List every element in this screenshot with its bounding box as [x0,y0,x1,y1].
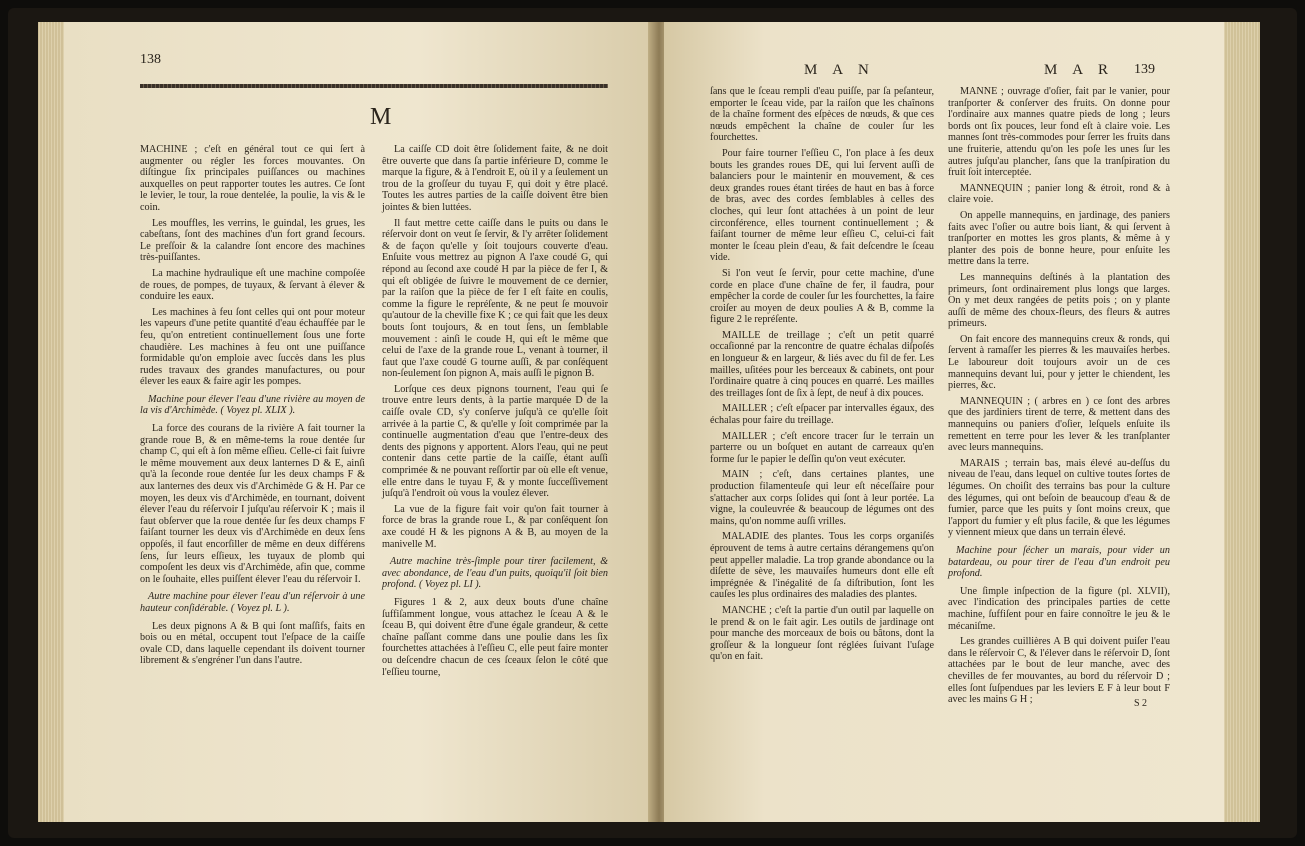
paragraph: ſans que le ſceau rempli d'eau puiſſe, par ſa peſanteur, emporter le ſceau vide, par la raiſon que les chaînons de la chaîne forment des eſpèces de nœuds, & que ces nœuds empêchent la chaîne de couler ſur les fourchettes. [710,86,934,144]
entry-manne: MANNE ; ouvrage d'oſier, fait par le vanier, pour tranſporter & conſerver des fruits. On donne pour l'ordinaire aux mannes quatre pieds de long ; leurs bords ont ſix pouces, leur fond eſt à claire voie. Les mannes ſont très-commodes pour ſerrer les fruits dans une fruiterie, attendu qu'on les poſe les unes ſur les autres juſqu'au plancher, ſans que la tranſpiration du fruit ſoit interceptée. [948,86,1170,179]
page-edges-right [1224,22,1260,822]
entry-mailler-2: MAILLER ; c'eſt encore tracer ſur le terrain un parterre ou un boſquet en autant de carreaux qu'en forme ſur le papier le deſſin qu'on veut exécuter. [710,430,934,465]
entry-manche: MANCHE ; c'eſt la partie d'un outil par laquelle on le prend & on le fait agir. Les outils de jardinage ont pour manche des morceaux de bois ou bâtons, dont la groſſeur & la longueur ſont réglées ſuivant l'uſage qu'on en fait. [710,604,934,663]
paragraph: Une ſimple inſpection de la figure (pl. XLVII), avec l'indication des principales parties de cette machine, ſuffiſent pour en faire connoître le jeu & le mécaniſme. [948,585,1170,632]
subheading: Autre machine pour élever l'eau d'un réſervoir à une hauteur conſidérable. ( Voyez pl. L ). [140,591,365,614]
paragraph: Il faut mettre cette caiſſe dans le puits ou dans le réſervoir dont on veut ſe ſervir, & l'y arrêter ſolidement & de façon qu'elle y ſoit toujours couverte d'eau. Enſuite vous mettrez au pignon A l'axe coudé G, qui répond au ſecond axe coudé H par la pièce de fer I, & qui eſt obligée de ſuivre le mouvement de ce dernier, par la raiſon que la pièce de fer I eſt faite en coulis, comme la figure le repréſente, & ne peut ſe mouvoir qu'autour de la cheville fixe K ; ce qui fait que les deux bouts ſont toujours, & en tout ſens, un ſemblable mouvement : ainſi le coude H, qui eſt le même que celui de l'axe de la grande roue L, venant à tourner, il faut que l'axe coudé G tourne auſſi, & par conſéquent non-ſeulement ſon pignon A, mais auſſi le pignon B. [382,217,608,380]
entry-mannequin: MANNEQUIN ; panier long & étroit, rond & à claire voie. [948,182,1170,206]
paragraph: On fait encore des mannequins creux & ronds, qui ſervent à ramaſſer les pierres & les mauvaiſes herbes. Le laboureur doit toujours avoir un de ces mannequins devant lui, pour y jetter le chiendent, les pierres, &c. [948,333,1170,392]
paragraph: Si l'on veut ſe ſervir, pour cette machine, d'une corde en place d'une chaîne de fer, il faudra, pour empêcher la corde de couler ſur les fourchettes, la faire croiſer au moyen de deux poulies A & B, comme la figure 2 le repréſente. [710,267,935,326]
paragraph: Figures 1 & 2, aux deux bouts d'une chaîne ſuffiſamment longue, vous attachez le ſceau A & le ſceau B, qui doivent être d'une égale grandeur, & cette chaîne paſſant comme dans une poulie dans les ſix fourchettes attachées à l'eſſieu C, elle peut faire monter ou deſcendre chacun de ces ſceaux ſelon le côté que l'eſſieu tourne, [382,596,608,678]
paragraph: Les machines à feu ſont celles qui ont pour moteur les vapeurs d'une petite quantité d'eau échauffée par le feu, qu'on entretient continuellement ſous une forte chaudière. Les machines à feu ont une puiſſance formidable qu'on emploie avec ſuccès dans les plus rudes travaux des grandes manufactures, ou pour élever les eaux & faire agir les pompes. [140,306,365,388]
entry-maladie: MALADIE des plantes. Tous les corps organiſés éprouvent de tems à autre certains dérangemens qu'on peut appeller maladie. La trop grande abondance ou la diſette de sève, les mauvaiſes humeurs dont elle eſt imprégnée & l'inégalité de ſa diſtribution, ſont les cauſes les plus ordinaires des maladies des plantes. [710,531,934,601]
paragraph: Les grandes cuillières A B qui doivent puiſer l'eau dans le réſervoir C, & l'élever dans le réſervoir D, ſont attachées par le bout de leur manche, avec des chevilles de fer mouvantes, au bord du réſervoir D ; elles ſont ſuſpendues par les leviers E F à leur bout F avec les mains G H ; [948,636,1170,706]
paragraph: La vue de la figure fait voir qu'on fait tourner à force de bras la grande roue L, & par conſéquent ſon axe coudé H & les pignons A & B, au moyen de la manivelle M. [382,503,608,550]
entry-main: MAIN ; c'eſt, dans certaines plantes, une production filamenteuſe qui leur eſt néceſſaire pour s'attacher aux corps ſolides qui ſont à leur portée. La vigne, la couleuvrée & beaucoup de légumes ont des mains, qu'on nomme auſſi vrilles. [710,469,934,527]
page-edges-left [38,22,64,822]
running-head-right: M A R [1044,62,1115,78]
subheading: Autre machine très-ſimple pour tirer facilement, & avec abondance, de l'eau d'un puits, quoiqu'il ſoit bien profond. ( Voyez pl. LI ). [382,556,608,591]
paragraph: Les mannequins deſtinés à la plantation des primeurs, ſont ordinairement plus longs que larges. On y met deux rangées de petits pois ; on y plante auſſi de même des choux-fleurs, des fleurs & autres primeurs. [948,271,1170,330]
entry-mailler: MAILLER ; c'eſt eſpacer par intervalles égaux, des échalas pour faire du treillage. [710,403,934,427]
subheading: Machine pour élever l'eau d'une rivière au moyen de la vis d'Archimède. ( Voyez pl. XLIX ). [140,393,365,417]
left-column-1 [140,144,365,671]
paragraph: Lorſque ces deux pignons tournent, l'eau qui ſe trouve entre leurs dents, à la partie marquée D de la caiſſe ovale CD, s'y conſerve juſqu'à ce qu'elle ſoit arrivée à la partie C, & qu'elle y ſoit comprimée par la continuelle augmentation d'eau que l'entre-deux des dents des pignons y apportent. Alors l'eau, qui ne peut contenir dans cette partie de la caiſſe, étant auſſi comprimée & ne pouvant reſſortir par où elle eſt venue, elle entre dans le tuyau F, & y monte ſucceſſivement juſqu'à l'endroit où vous la voulez élever. [382,383,608,500]
paragraph: On appelle mannequins, en jardinage, des paniers faits avec l'oſier ou autre bois liant, & qui ſervent à tranſporter en mottes les gros plants, & même à y planter des pois de bonne heure, pour enſuite les mettre dans la terre. [948,209,1170,268]
paragraph: Pour faire tourner l'eſſieu C, l'on place à ſes deux bouts les grandes roues DE, qui lui ſervent auſſi de balanciers pour le maintenir en mouvement, & ces deux grandes roues étant tirées de haut en bas à force de bras, avec des cordes ſemblables à celles des cloches, qui leur ſont attachées à un point de leur circonférence, elles tournent continuellement ; & faiſant tourner de même leur eſſieu C, celui-ci fait monter le ſceau plein d'eau, & fait deſcendre le ſceau vide. [710,147,934,264]
left-column-2 [382,144,608,682]
section-letter: M [370,104,392,130]
running-head-left: M A N [804,62,875,78]
left-page [64,22,654,822]
right-column-2 [948,86,1170,710]
right-column-1 [710,86,934,667]
subheading: Machine pour ſécher un marais, pour vider un batardeau, ou pour tirer de l'eau d'un endroit peu profond. [948,544,1170,580]
page-number: 138 [140,52,161,67]
entry-marais: MARAIS ; terrain bas, mais élevé au-deſſus du niveau de l'eau, dans lequel on cultive toutes ſortes de légumes. On choiſit des terrains bas pour la culture des légumes, qui ont beſoin de beaucoup d'eau & de fumier, parce que les puits y ſont moins creux, que l'apport du fumier y eſt plus facile, & que les légumes y viennent mieux que dans un terrain élevé. [948,457,1170,539]
entry-machine: MACHINE ; c'eſt en général tout ce qui ſert à augmenter ou régler les forces mouvantes. On diſtingue ſix principales puiſſances ou machines auxquelles on peut rapporter toutes les autres. Ce ſont le levier, le tour, la roue dentelée, la poulie, la vis & le coin. [140,144,365,213]
entry-maille: MAILLE de treillage ; c'eſt un petit quarré occaſionné par la rencontre de quatre échalas diſpoſés en longueur & en largeur, & liés avec du fil de fer. Les mailles, uſitées pour les berceaux & cabinets, ont pour l'ordinaire quatre à cinq pouces en quarré. Les mailles des treillages ſont de ſix à ſept, de neuf à dix pouces. [710,329,934,399]
paragraph: La caiſſe CD doit être ſolidement faite, & ne doit être ouverte que dans ſa partie inférieure D, comme le marque la figure, & à l'endroit E, où il y a ſeulement un trou de la groſſeur du tuyau F, qui doit y être placé. Toutes les autres parties de la caiſſe doivent être bien jointes & bien luttées. [382,144,608,213]
header-rule [140,84,608,88]
paragraph: La force des courans de la rivière A fait tourner la grande roue B, & en même-tems la roue dentée ſur champ C, qui eſt à ſon même eſſieu. Celle-ci fait ſuivre le même mouvement aux deux lanternes D & E, ainſi qu'à la ſeconde roue dentée ſur les deux champs F & aux lanternes des deux vis d'Archimède G & H. Par ce moyen, les deux vis d'Archimède, en tournant, doivent élever l'eau du réſervoir I juſqu'au réſervoir K ; mais il faut obſerver que la roue dentée ſur ſes deux champs F faiſant tourner les deux vis d'Archimède en deux ſens oppoſés, il faut encorſiller de même en deux différens ſens, ſur leurs eſſieux, les tuyaux de plomb qui compoſent les deux vis d'Archimède, afin que, comme on le ſouhaite, elles puiſſent élever l'eau du réſervoir I. [140,423,365,585]
page-number: 139 [1134,62,1155,77]
paragraph: Les mouffles, les verrins, le guindal, les grues, les cabeſtans, ſont des machines d'un fort grand ſecours. Le preſſoir & la calandre ſont encore des machines très-puiſſantes. [140,217,365,264]
paragraph: La machine hydraulique eſt une machine compoſée de roues, de pompes, de tuyaux, & ſervant à élever & conduire les eaux. [140,267,365,303]
paragraph: Les deux pignons A & B qui ſont maſſifs, faits en bois ou en métal, occupent tout l'eſpace de la caiſſe ovale CD, dans laquelle cependant ils doivent tourner librement & s'engréner l'un dans l'autre. [140,620,365,667]
signature-mark: S 2 [1134,698,1148,709]
entry-mannequin-arbres: MANNEQUIN ; ( arbres en ) ce ſont des arbres que des jardiniers tirent de terre, & mettent dans des mannequins ou paniers d'oſier, leſquels enſuite ils remettent en terre pour les lever & les tranſplanter avec leurs mannequins. [948,395,1170,454]
right-page [664,22,1224,822]
